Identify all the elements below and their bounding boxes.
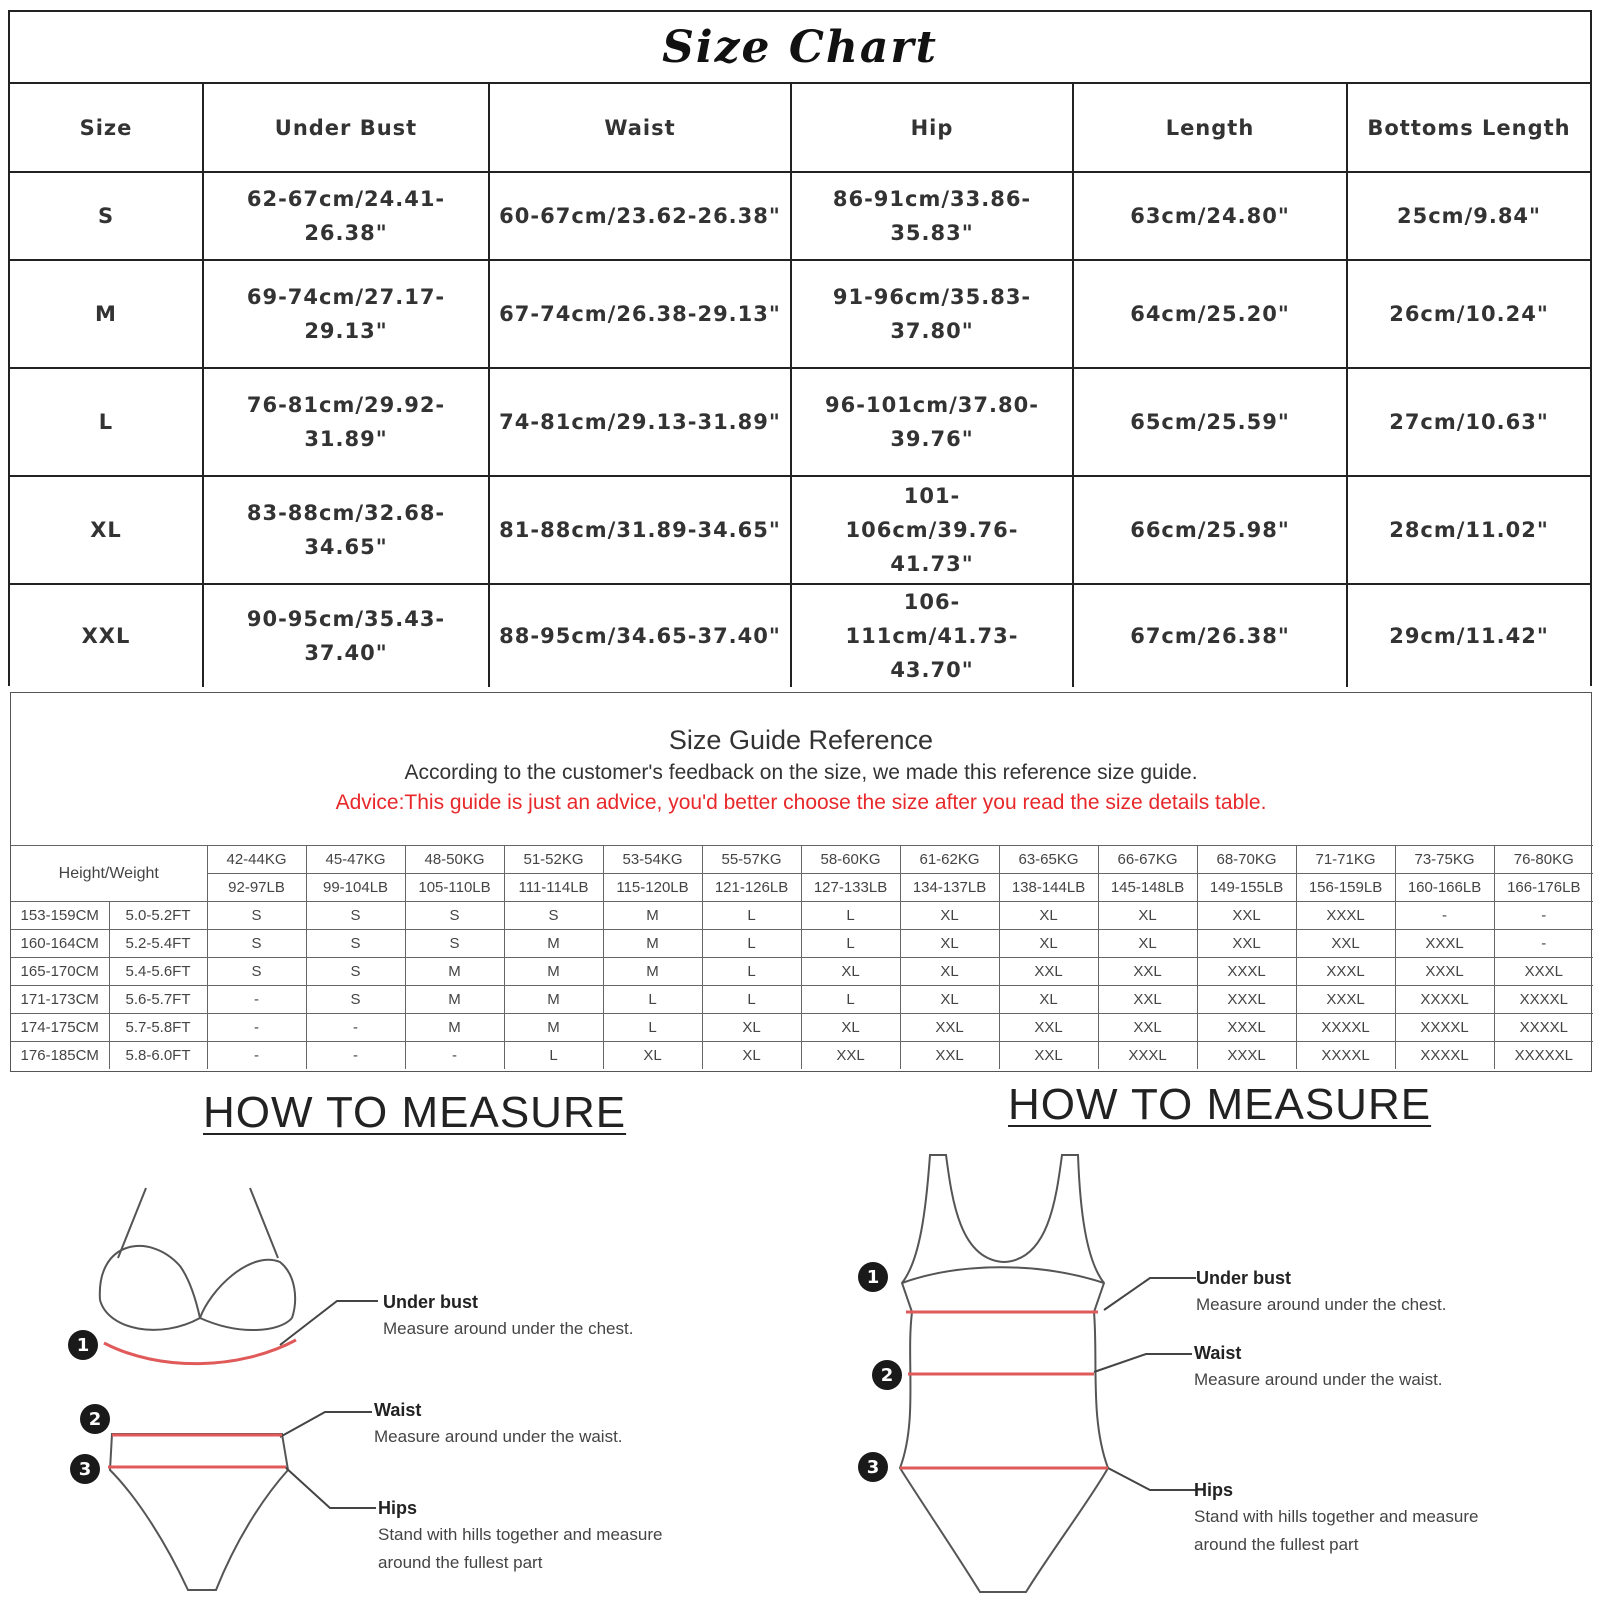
size-cell: XL [603, 1042, 702, 1070]
weight-kg-cell: 55-57KG [702, 846, 801, 874]
size-cell: - [1494, 930, 1593, 958]
size-cell: XXL [1296, 930, 1395, 958]
bikini-illustration [100, 1188, 378, 1590]
size-cell: XXL [1197, 902, 1296, 930]
weight-lb-cell: 134-137LB [900, 874, 999, 902]
size-cell: XXXXL [1395, 1014, 1494, 1042]
size-cell: XXXL [1197, 986, 1296, 1014]
size-guide-title: Size Guide Reference [668, 725, 934, 755]
size-cell: XL [1098, 902, 1197, 930]
size-cell: XL [900, 902, 999, 930]
size-cell: L [801, 930, 900, 958]
size-cell: - [207, 1014, 306, 1042]
table-cell: 63cm/24.80" [1073, 172, 1347, 260]
label-title: Waist [1194, 1343, 1242, 1363]
size-cell: L [10, 368, 203, 476]
size-cell: XL [900, 986, 999, 1014]
weight-kg-cell: 51-52KG [504, 846, 603, 874]
weight-kg-cell: 68-70KG [1197, 846, 1296, 874]
table-cell: 96-101cm/37.80-39.76" [791, 368, 1073, 476]
height-ft-cell: 5.7-5.8FT [109, 1014, 207, 1042]
weight-kg-cell: 42-44KG [207, 846, 306, 874]
size-cell: S [306, 958, 405, 986]
size-cell: S [306, 930, 405, 958]
size-cell: S [306, 986, 405, 1014]
bikini-measure-lines [104, 1340, 296, 1467]
size-cell: XL [900, 930, 999, 958]
height-cm-cell: 153-159CM [11, 902, 109, 930]
label-title: Waist [374, 1400, 422, 1420]
label-title: Under bust [1196, 1268, 1292, 1288]
size-cell: L [702, 930, 801, 958]
weight-kg-cell: 71-71KG [1296, 846, 1395, 874]
size-cell: XXL [1098, 1014, 1197, 1042]
weight-kg-cell: 76-80KG [1494, 846, 1593, 874]
weight-kg-cell: 63-65KG [999, 846, 1098, 874]
size-cell: S [405, 930, 504, 958]
weight-kg-cell: 66-67KG [1098, 846, 1197, 874]
table-cell: 74-81cm/29.13-31.89" [489, 368, 791, 476]
weight-lb-cell: 115-120LB [603, 874, 702, 902]
swimsuit-under-bust-label [1196, 1265, 1446, 1319]
size-cell: M [405, 986, 504, 1014]
height-cm-cell: 176-185CM [11, 1042, 109, 1070]
size-cell: L [702, 902, 801, 930]
size-cell: M [504, 1014, 603, 1042]
table-cell: 64cm/25.20" [1073, 260, 1347, 368]
size-cell: S [10, 172, 203, 260]
how-to-measure-heading-left: HOW TO MEASURE [203, 1088, 627, 1137]
size-guide-advice: Advice:This guide is just an advice, you'd better choose the size after you read the size details table. [335, 791, 1267, 814]
size-cell: S [207, 902, 306, 930]
label-desc: around the fullest part [1194, 1535, 1359, 1554]
size-cell: XL [900, 958, 999, 986]
table-cell: 67-74cm/26.38-29.13" [489, 260, 791, 368]
label-title: Hips [378, 1498, 418, 1518]
size-cell: M [504, 986, 603, 1014]
label-title: Hips [1194, 1480, 1234, 1500]
height-weight-label: Height/Weight [11, 846, 207, 902]
size-cell: L [504, 1042, 603, 1070]
size-cell: XXL [801, 1042, 900, 1070]
weight-lb-cell: 156-159LB [1296, 874, 1395, 902]
size-cell: L [603, 1014, 702, 1042]
size-cell: XL [702, 1014, 801, 1042]
size-cell: XXL [999, 958, 1098, 986]
size-cell: L [702, 986, 801, 1014]
size-cell: XL [999, 986, 1098, 1014]
size-cell: - [207, 1042, 306, 1070]
weight-lb-cell: 127-133LB [801, 874, 900, 902]
height-cm-cell: 171-173CM [11, 986, 109, 1014]
size-cell: S [504, 902, 603, 930]
bikini-under-bust-label [383, 1289, 633, 1343]
weight-kg-cell: 61-62KG [900, 846, 999, 874]
size-cell: L [801, 986, 900, 1014]
label-desc: Stand with hills together and measure [378, 1525, 663, 1544]
table-cell: 29cm/11.42" [1347, 584, 1590, 687]
size-cell: XXL [999, 1042, 1098, 1070]
size-cell: XXXL [1494, 958, 1593, 986]
swimsuit-hips-label [1194, 1477, 1478, 1559]
size-cell: XXL [900, 1014, 999, 1042]
size-cell: M [504, 958, 603, 986]
step-2-badge: 2 [872, 1360, 902, 1390]
height-cm-cell: 160-164CM [11, 930, 109, 958]
weight-kg-cell: 73-75KG [1395, 846, 1494, 874]
size-cell: L [801, 902, 900, 930]
size-cell: S [207, 930, 306, 958]
size-cell: XXXXL [1494, 986, 1593, 1014]
size-cell: M [603, 958, 702, 986]
size-cell: XXL [999, 1014, 1098, 1042]
size-cell: S [405, 902, 504, 930]
size-cell: XXL [900, 1042, 999, 1070]
size-cell: XXXXXL [1494, 1042, 1593, 1070]
size-cell: XXXL [1296, 902, 1395, 930]
table-cell: 26cm/10.24" [1347, 260, 1590, 368]
size-cell: XL [999, 902, 1098, 930]
step-2-badge: 2 [80, 1404, 110, 1434]
weight-lb-cell: 111-114LB [504, 874, 603, 902]
header-cell: Size [10, 84, 203, 172]
table-cell: 66cm/25.98" [1073, 476, 1347, 584]
header-cell: Hip [791, 84, 1073, 172]
weight-lb-cell: 160-166LB [1395, 874, 1494, 902]
table-cell: 67cm/26.38" [1073, 584, 1347, 687]
size-cell: XXXL [1098, 1042, 1197, 1070]
weight-lb-cell: 92-97LB [207, 874, 306, 902]
size-cell: - [207, 986, 306, 1014]
size-cell: S [306, 902, 405, 930]
table-cell: 65cm/25.59" [1073, 368, 1347, 476]
weight-lb-cell: 166-176LB [1494, 874, 1593, 902]
weight-lb-cell: 121-126LB [702, 874, 801, 902]
height-cm-cell: 165-170CM [11, 958, 109, 986]
bikini-hips-label [378, 1495, 662, 1577]
size-cell: M [603, 902, 702, 930]
size-cell: M [603, 930, 702, 958]
table-cell: 86-91cm/33.86-35.83" [791, 172, 1073, 260]
weight-lb-cell: 99-104LB [306, 874, 405, 902]
size-cell: - [306, 1042, 405, 1070]
step-3-badge: 3 [858, 1452, 888, 1482]
table-cell: 83-88cm/32.68-34.65" [203, 476, 489, 584]
size-cell: M [10, 260, 203, 368]
weight-kg-cell: 45-47KG [306, 846, 405, 874]
height-ft-cell: 5.6-5.7FT [109, 986, 207, 1014]
size-cell: L [603, 986, 702, 1014]
height-ft-cell: 5.8-6.0FT [109, 1042, 207, 1070]
size-cell: XXL [1098, 986, 1197, 1014]
size-cell: M [405, 958, 504, 986]
label-desc: around the fullest part [378, 1553, 543, 1572]
table-cell: 27cm/10.63" [1347, 368, 1590, 476]
step-1-badge: 1 [68, 1330, 98, 1360]
table-cell: 91-96cm/35.83-37.80" [791, 260, 1073, 368]
step-3-badge: 3 [70, 1454, 100, 1484]
size-cell: M [504, 930, 603, 958]
size-cell: - [306, 1014, 405, 1042]
size-cell: XXL [1098, 958, 1197, 986]
weight-lb-cell: 149-155LB [1197, 874, 1296, 902]
size-cell: XXXXL [1395, 986, 1494, 1014]
size-cell: - [1494, 902, 1593, 930]
size-cell: XXL [1197, 930, 1296, 958]
label-desc: Stand with hills together and measure [1194, 1507, 1479, 1526]
size-cell: XXXXL [1296, 1042, 1395, 1070]
weight-kg-cell: 48-50KG [405, 846, 504, 874]
label-desc: Measure around under the waist. [374, 1427, 623, 1446]
size-cell: XL [10, 476, 203, 584]
size-cell: XXXL [1197, 1042, 1296, 1070]
size-cell: XXL [10, 584, 203, 687]
size-cell: - [1395, 902, 1494, 930]
size-cell: XXXXL [1494, 1014, 1593, 1042]
header-cell: Under Bust [203, 84, 489, 172]
swimsuit-measure-lines [900, 1312, 1108, 1468]
weight-kg-cell: 58-60KG [801, 846, 900, 874]
height-ft-cell: 5.0-5.2FT [109, 902, 207, 930]
size-cell: XXXL [1197, 958, 1296, 986]
table-cell: 28cm/11.02" [1347, 476, 1590, 584]
table-cell: 106-111cm/41.73-43.70" [791, 584, 1073, 687]
size-chart-title: Size Chart [10, 12, 1590, 84]
size-cell: XL [1098, 930, 1197, 958]
label-desc: Measure around under the waist. [1194, 1370, 1443, 1389]
swimsuit-waist-label [1194, 1340, 1443, 1394]
label-desc: Measure around under the chest. [383, 1319, 634, 1338]
table-cell: 69-74cm/27.17-29.13" [203, 260, 489, 368]
table-cell: 101-106cm/39.76-41.73" [791, 476, 1073, 584]
size-cell: S [207, 958, 306, 986]
header-cell: Length [1073, 84, 1347, 172]
height-ft-cell: 5.2-5.4FT [109, 930, 207, 958]
height-ft-cell: 5.4-5.6FT [109, 958, 207, 986]
size-cell: M [405, 1014, 504, 1042]
header-cell: Waist [489, 84, 791, 172]
label-title: Under bust [383, 1292, 479, 1312]
table-cell: 81-88cm/31.89-34.65" [489, 476, 791, 584]
size-cell: XL [801, 958, 900, 986]
size-guide-subtitle: According to the customer's feedback on the size, we made this reference size guide. [404, 761, 1198, 784]
size-cell: XXXXL [1296, 1014, 1395, 1042]
label-desc: Measure around under the chest. [1196, 1295, 1447, 1314]
size-cell: XL [801, 1014, 900, 1042]
table-cell: 62-67cm/24.41-26.38" [203, 172, 489, 260]
size-cell: - [405, 1042, 504, 1070]
size-cell: XXXL [1296, 986, 1395, 1014]
size-cell: XXXL [1395, 958, 1494, 986]
table-cell: 60-67cm/23.62-26.38" [489, 172, 791, 260]
size-cell: XL [702, 1042, 801, 1070]
table-cell: 76-81cm/29.92-31.89" [203, 368, 489, 476]
table-cell: 88-95cm/34.65-37.40" [489, 584, 791, 687]
weight-lb-cell: 145-148LB [1098, 874, 1197, 902]
size-cell: L [702, 958, 801, 986]
weight-lb-cell: 105-110LB [405, 874, 504, 902]
header-cell: Bottoms Length [1347, 84, 1590, 172]
size-cell: XXXL [1197, 1014, 1296, 1042]
table-cell: 25cm/9.84" [1347, 172, 1590, 260]
height-cm-cell: 174-175CM [11, 1014, 109, 1042]
weight-lb-cell: 138-144LB [999, 874, 1098, 902]
size-cell: XXXL [1296, 958, 1395, 986]
how-to-measure-heading-right: HOW TO MEASURE [1008, 1080, 1432, 1129]
step-1-badge: 1 [858, 1262, 888, 1292]
bikini-waist-label [374, 1397, 623, 1451]
table-cell: 90-95cm/35.43-37.40" [203, 584, 489, 687]
size-cell: XXXL [1395, 930, 1494, 958]
size-cell: XXXXL [1395, 1042, 1494, 1070]
size-cell: XL [999, 930, 1098, 958]
weight-kg-cell: 53-54KG [603, 846, 702, 874]
